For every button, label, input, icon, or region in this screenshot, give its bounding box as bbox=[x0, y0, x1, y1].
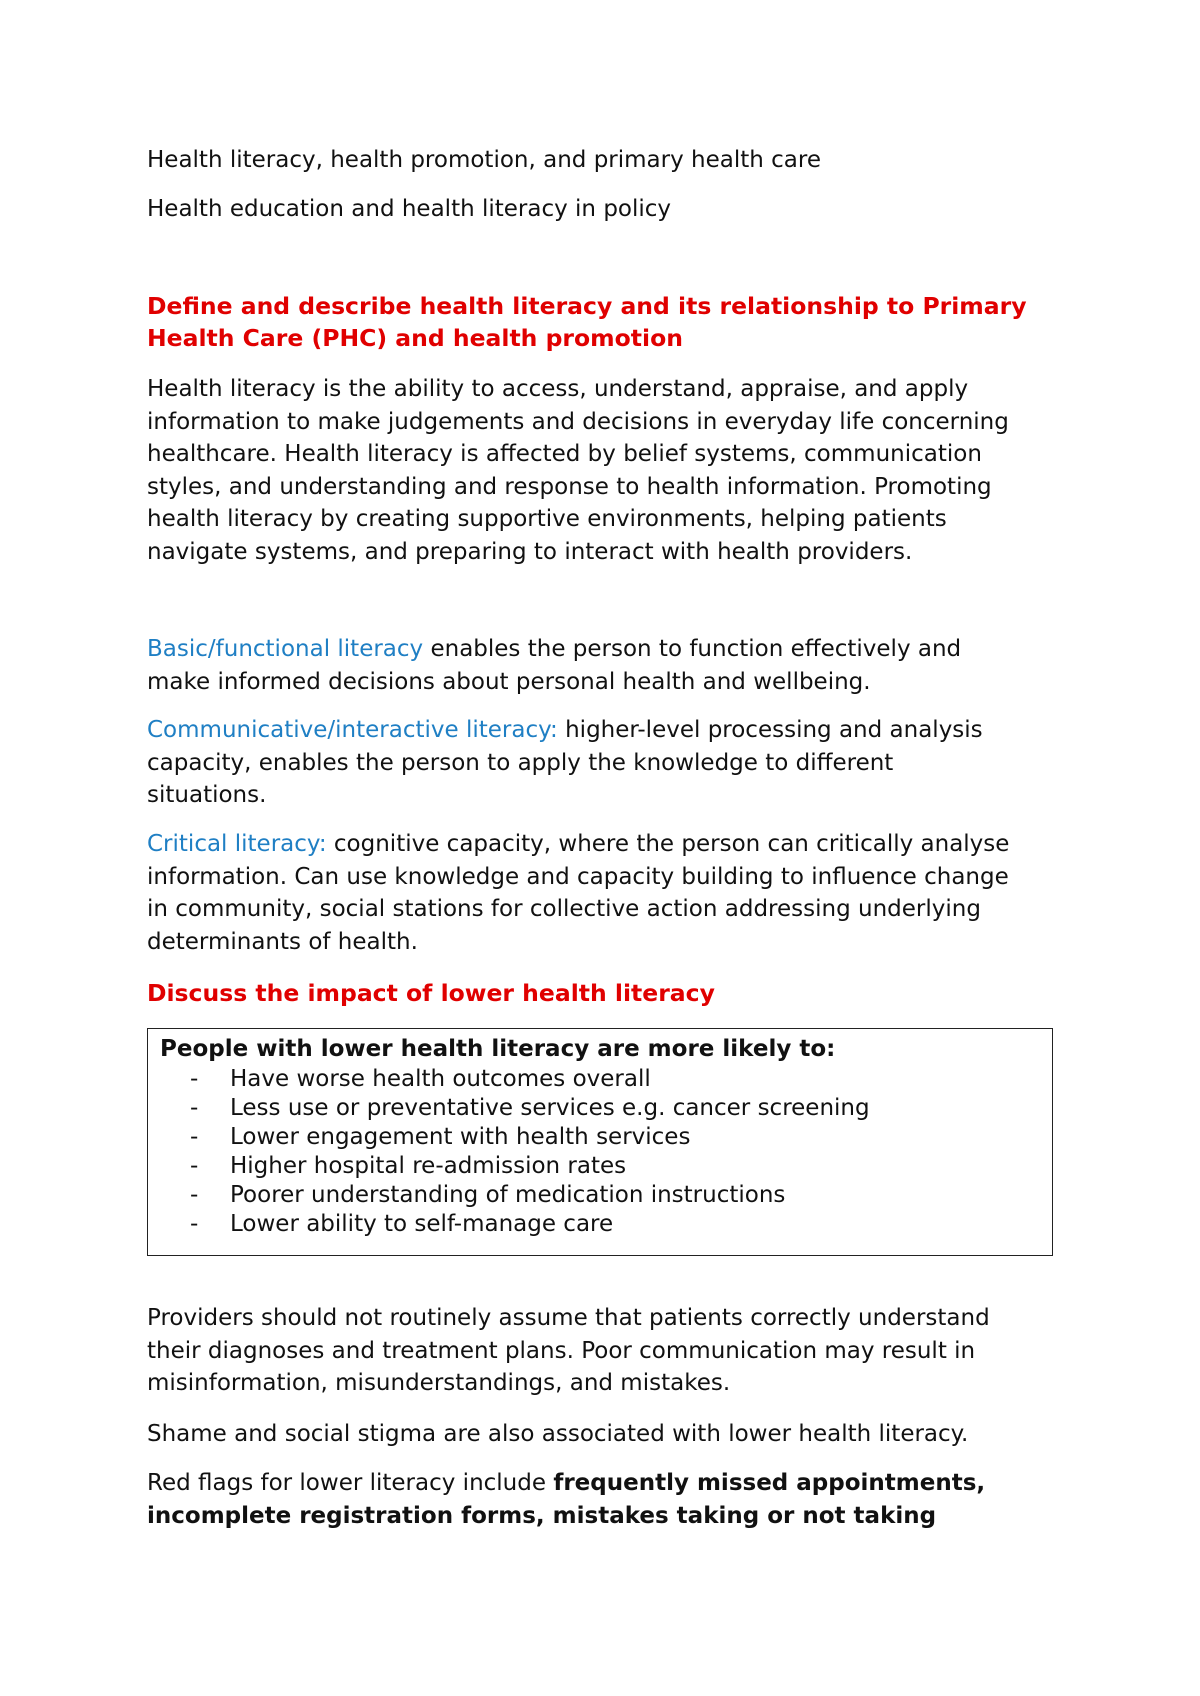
bullet-dash: - bbox=[190, 1182, 199, 1208]
intro-line-1: Health literacy, health promotion, and primary health care bbox=[147, 147, 821, 173]
section-heading-impact: Discuss the impact of lower health literacy bbox=[147, 979, 715, 1007]
section-heading-define-line-2: Health Care (PHC) and health promotion bbox=[147, 324, 683, 352]
section-heading-define-line-1: Define and describe health literacy and its relationship to Primary bbox=[147, 292, 1027, 320]
providers-line: their diagnoses and treatment plans. Poor communication may result in bbox=[147, 1337, 976, 1364]
definition-line: healthcare. Health literacy is affected by belief systems, communication bbox=[147, 441, 982, 467]
list-item bbox=[190, 1094, 870, 1123]
intro-line-2: Health education and health literacy in policy bbox=[147, 196, 672, 222]
bullet-dash: - bbox=[190, 1153, 199, 1179]
communicative-literacy-text: situations. bbox=[147, 782, 267, 808]
providers-paragraph bbox=[147, 1302, 1067, 1400]
communicative-literacy-text: capacity, enables the person to apply the knowledge to different bbox=[147, 749, 894, 776]
basic-literacy-text: make informed decisions about personal health and wellbeing. bbox=[147, 668, 871, 695]
list-item-text: Less use or preventative services e.g. cancer screening bbox=[230, 1095, 870, 1121]
critical-literacy-paragraph bbox=[147, 828, 1067, 958]
outcomes-list bbox=[190, 1065, 870, 1239]
basic-literacy-term: Basic/functional literacy bbox=[147, 636, 424, 662]
definition-line: information to make judgements and decisions in everyday life concerning bbox=[147, 408, 1009, 435]
definition-line: health literacy by creating supportive environments, helping patients bbox=[147, 506, 947, 532]
shame-text: Shame and social stigma are also associated with lower health literacy. bbox=[147, 1421, 969, 1447]
red-flags-bold-text: frequently missed appointments, bbox=[553, 1470, 986, 1496]
communicative-literacy-paragraph bbox=[147, 714, 1067, 812]
definition-line: styles, and understanding and response to health information. Promoting bbox=[147, 473, 992, 500]
list-item-text: Poorer understanding of medication instructions bbox=[230, 1182, 786, 1208]
critical-literacy-text: determinants of health. bbox=[147, 928, 418, 955]
bullet-dash: - bbox=[190, 1095, 199, 1121]
list-item-text: Lower ability to self-manage care bbox=[230, 1211, 614, 1237]
providers-line: Providers should not routinely assume that patients correctly understand bbox=[147, 1305, 990, 1331]
critical-literacy-text: information. Can use knowledge and capacity building to influence change bbox=[147, 863, 1009, 890]
list-item-text: Higher hospital re-admission rates bbox=[230, 1153, 627, 1179]
red-flags-prefix: Red flags for lower literacy include bbox=[147, 1470, 554, 1496]
communicative-literacy-text: higher-level processing and analysis bbox=[557, 717, 983, 743]
shame-paragraph bbox=[147, 1418, 1067, 1451]
list-item bbox=[190, 1210, 870, 1239]
health-literacy-definition bbox=[147, 373, 1067, 568]
definition-line: Health literacy is the ability to access, understand, appraise, and apply bbox=[147, 376, 969, 402]
definition-line: navigate systems, and preparing to interact with health providers. bbox=[147, 538, 913, 565]
communicative-literacy-term: Communicative/interactive literacy: bbox=[147, 717, 558, 743]
list-item bbox=[190, 1065, 870, 1094]
list-item-text: Have worse health outcomes overall bbox=[230, 1066, 651, 1092]
red-flags-bold-text: incomplete registration forms, mistakes taking or not taking bbox=[147, 1502, 937, 1529]
basic-literacy-text: enables the person to function effectively and bbox=[423, 636, 962, 662]
critical-literacy-text: in community, social stations for collective action addressing underlying bbox=[147, 896, 981, 922]
critical-literacy-text: cognitive capacity, where the person can critically analyse bbox=[326, 831, 1010, 857]
list-item-text: Lower engagement with health services bbox=[230, 1124, 691, 1150]
lower-literacy-box bbox=[147, 1028, 1053, 1256]
list-item bbox=[190, 1181, 870, 1210]
bullet-dash: - bbox=[190, 1124, 199, 1150]
bullet-dash: - bbox=[190, 1066, 199, 1092]
bullet-dash: - bbox=[190, 1211, 199, 1237]
list-item bbox=[190, 1123, 870, 1152]
basic-literacy-paragraph bbox=[147, 633, 1067, 698]
providers-line: misinformation, misunderstandings, and mistakes. bbox=[147, 1370, 731, 1396]
red-flags-paragraph bbox=[147, 1467, 1067, 1532]
box-title: People with lower health literacy are more likely to: bbox=[160, 1036, 836, 1062]
list-item bbox=[190, 1152, 870, 1181]
critical-literacy-term: Critical literacy: bbox=[147, 831, 327, 857]
